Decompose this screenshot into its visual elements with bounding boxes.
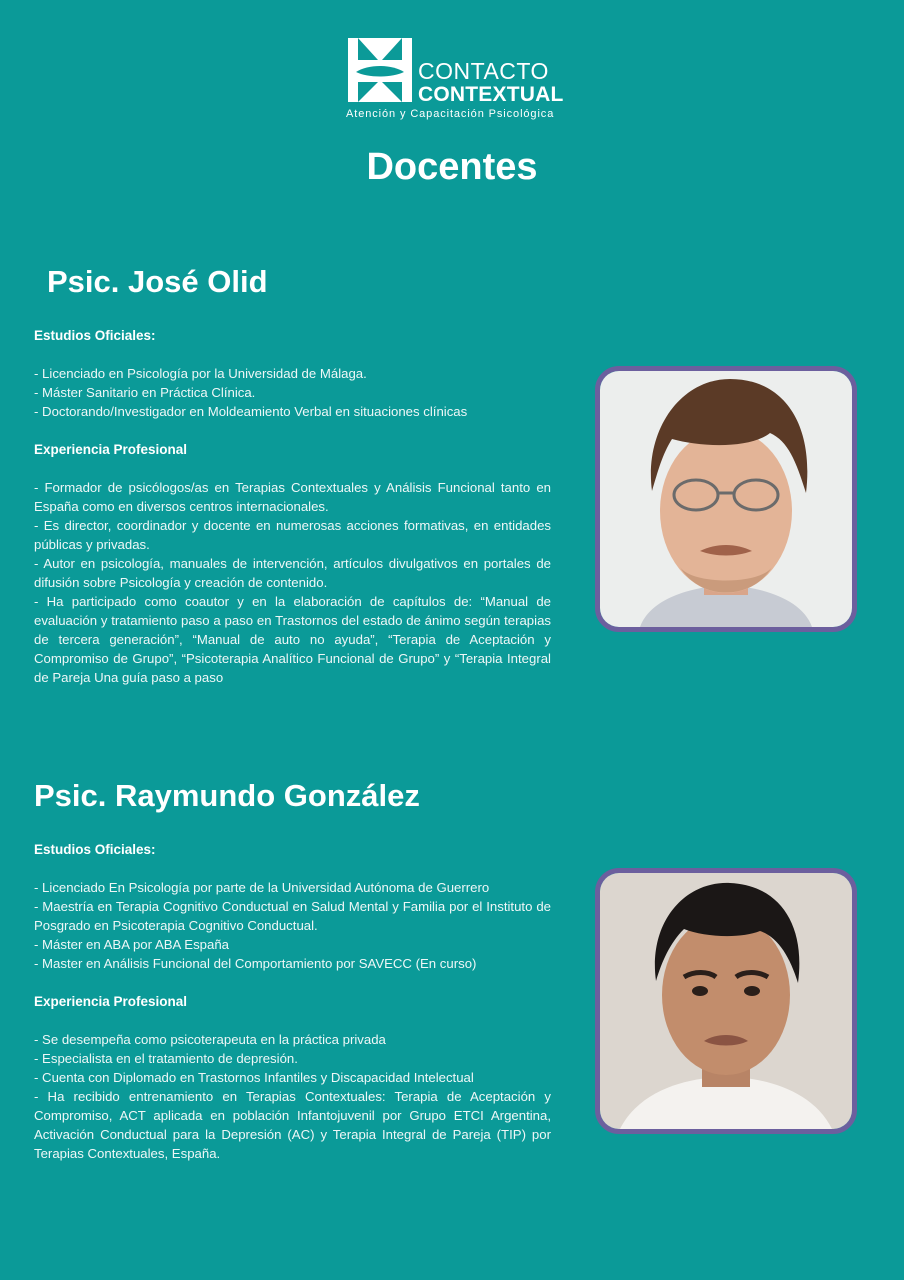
portrait-illustration [600, 371, 852, 627]
experience-item: - Ha participado como coautor y en la elaboración de capítulos de: “Manual de evaluación y tratamiento paso a paso en Trastornos del estado de ánimo según terapias de tercera generación”, “Manual de auto no ayuda”, “Terapia de Aceptación y Compromiso de Grupo”, “Psicoterapia Analítico Funcional de Grupo” y “Terapia Integral de Pareja Una guía paso a paso [34, 594, 551, 685]
logo-name-line2: CONTEXTUAL [418, 83, 564, 106]
experience-item: - Se desempeña como psicoterapeuta en la práctica privada [34, 1032, 386, 1047]
experience-item: - Cuenta con Diplomado en Trastornos Infantiles y Discapacidad Intelectual [34, 1070, 474, 1085]
brand-logo [346, 36, 566, 126]
experience-item: - Especialista en el tratamiento de depresión. [34, 1051, 298, 1066]
logo-tagline: Atención y Capacitación Psicológica [346, 108, 555, 120]
experience-item: - Ha recibido entrenamiento en Terapias Contextuales: Terapia de Aceptación y Compromiso, ACT aplicada en población Infantojuvenil por Grupo ETCI Argentina, Activación Conductual para la Depresión (AC) y Terapia Integral de Pareja (TIP) por Terapias Contextuales, España. [34, 1089, 551, 1161]
studies-heading: Estudios Oficiales: [34, 842, 156, 857]
studies-heading: Estudios Oficiales: [34, 328, 156, 343]
study-item: - Licenciado En Psicología por parte de la Universidad Autónoma de Guerrero [34, 880, 490, 895]
teacher-photo [595, 868, 857, 1134]
logo-mark-icon [348, 38, 412, 102]
page-title: Docentes [366, 146, 538, 188]
logo-name-line1: CONTACTO [418, 58, 549, 84]
study-item: - Master en Análisis Funcional del Comportamiento por SAVECC (En curso) [34, 956, 477, 971]
experience-item: - Autor en psicología, manuales de intervención, artículos divulgativos en portales de difusión sobre Psicología y creación de contenido. [34, 556, 551, 590]
study-item: - Maestría en Terapia Cognitivo Conductual en Salud Mental y Familia por el Instituto de Posgrado en Psicoterapia Cognitivo Conductual. [34, 899, 551, 933]
experience-heading: Experiencia Profesional [34, 994, 188, 1009]
teacher-photo [595, 366, 857, 632]
study-item: - Máster en ABA por ABA España [34, 937, 229, 952]
teacher-bio [34, 326, 551, 687]
experience-item: - Formador de psicólogos/as en Terapias Contextuales y Análisis Funcional tanto en España como en diversos centros internacionales. [34, 480, 551, 514]
teacher-name: Psic. José Olid [47, 264, 268, 299]
portrait-illustration [600, 873, 852, 1129]
teacher-bio [34, 840, 551, 1163]
experience-item: - Es director, coordinador y docente en numerosas acciones formativas, en entidades públicas y privadas. [34, 518, 551, 552]
experience-heading: Experiencia Profesional [34, 442, 188, 457]
study-item: - Máster Sanitario en Práctica Clínica. [34, 385, 256, 400]
study-item: - Licenciado en Psicología por la Universidad de Málaga. [34, 366, 367, 381]
teacher-name: Psic. Raymundo González [34, 778, 420, 813]
study-item: - Doctorando/Investigador en Moldeamiento Verbal en situaciones clínicas [34, 404, 468, 419]
